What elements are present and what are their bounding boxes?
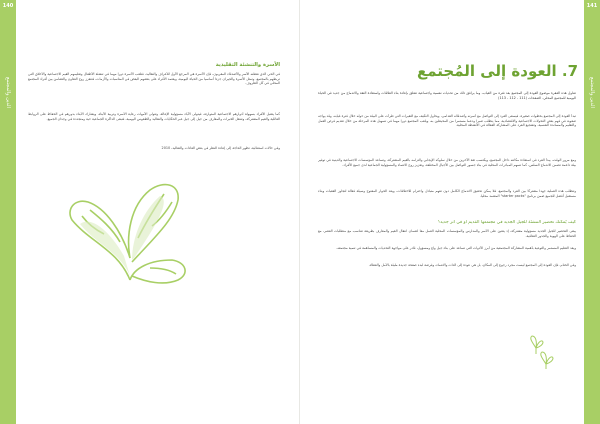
left-page-number: 140 xyxy=(2,3,14,9)
chapter-title: العودة إلى المُجتمع xyxy=(416,62,557,80)
left-side-label: الدين والمجتمع xyxy=(5,76,11,108)
butterfly-illustration-icon xyxy=(60,180,200,290)
question-paragraph-3: وفي الختام، فإن العودة إلى المجتمع ليست مجرد رجوع إلى المكان، بل هي عودة إلى الذات والانتماء، وفرصة لبدء صفحة جديدة مليئة بالأمل والعطاء. xyxy=(368,263,576,267)
right-paragraph-3: وتتطلب هذه العملية جهدا مشتركا بين الفرد والمجتمع، فلا يمكن تحقيق الاندماج الكامل دون تفهم متبادل واحترام للاختلافات، ويعد الحوار المفتوح وسيلة فعالة لتجاوز العقبات وبناء مستقبل أفضل للجميع ضمن برنامج "starter packs" المعتمد محليا. xyxy=(318,189,576,198)
chapter-heading xyxy=(380,62,578,80)
left-paragraph-3: وفي حالات استثنائية، تظهر الحاجة إلى إعادة النظر في بعض العادات والتقاليد، 2010 xyxy=(161,146,280,150)
question-paragraph-1: يبقى التحضير للجيل الجديد مسؤولية مشتركة، إذ يتعين على الأسر والمدارس والمؤسسات المحلية العمل معا لضمان انتقال القيم والمعارف بطريقة تتناسب مع متطلبات العصر، مع الحفاظ على الهوية والجذور الثقافية. xyxy=(318,229,576,238)
right-intro: تتناول هذه الفقرة موضوع العودة إلى المجتمع بعد فترة من الغياب، وما يرافق ذلك من تحديات نفسية واجتماعية تتعلق بإعادة بناء العلاقات واستعادة الثقة والاندماج من جديد في الحياة اليومية للمجتمع المحلي. الصفحات (111 - 112 - 113) xyxy=(318,91,576,100)
question-heading: كيف يُمكنك تحضير التنشئة للجيل الجديد في مجتمعها القديم أو في أثر جديد؟ xyxy=(437,220,576,225)
left-paragraph-2: كما يتقبل الأفراد بسهولة أدوارهم الاجتماعية المتوارثة، فيتولى الآباء مسؤولية الإعالة، وتتولى الأمهات رعاية الأسرة وتربية الأبناء، ويشارك الأبناء بدورهم في الحفاظ على الروابط العائلية والقيم المشتركة، وتنتقل الخبرات والمعارف من جيل إلى جيل عبر الحكايات والتقاليد والطقوس اليومية، فتبقى الذاكرة الجماعية حية ومتجددة في وجدان الجميع. xyxy=(28,112,280,121)
butterfly-pair-icon xyxy=(528,334,558,370)
left-paragraph-1: في الحي الذي نقطنه الأسر والأصدقاء المقربون، فإن الأسرة هي المرجع الأول للأعراف والتقاليد، فتلعب الأسرة دورا مهما في تنشئة الأطفال وتعليمهم القيم الاجتماعية والأخلاق التي تربطهم بالمجتمع، وتمثل الأسرة والجيران جزءا أساسيا من الحياة اليومية، ويعتمد الأفراد على بعضهم البعض في المناسبات والأزمات، فتتعزز روح التعاون والتضامن بين أفراد المجتمع المحلي في كل الظروف. xyxy=(28,72,280,85)
right-side-strip xyxy=(584,0,600,424)
right-page-number: 141 xyxy=(586,3,598,9)
chapter-number: 7. xyxy=(561,62,578,80)
question-paragraph-2: ويعد التعليم المستمر والتوعية بأهمية المشاركة المجتمعية من أبرز الأدوات التي تساعد على بناء جيل واع ومسؤول، قادر على مواجهة التحديات والمساهمة في تنمية مجتمعه. xyxy=(336,246,576,250)
right-paragraph-2: ومع مرور الوقت، يبدأ الفرد في استعادة مكانته داخل المجتمع، ويكتسب ثقة الآخرين من خلال سلوكه الإيجابي والتزامه بالقيم المشتركة، وتساعد المؤسسات الاجتماعية والدينية في توفير بيئة داعمة تضمن الاندماج السلس، كما تسهم المبادرات المحلية في بناء جسور التواصل بين الأجيال المختلفة، وتعزيز روح الانتماء والمسؤولية الجماعية لدى جميع الأفراد. xyxy=(318,158,576,167)
left-section-title: الأسرة والتنشئة التقليدية xyxy=(215,62,280,68)
right-side-label: الدين والمجتمع xyxy=(589,76,595,108)
right-paragraph-1: تبدأ العودة إلى المجتمع بخطوات صغيرة، فيسعى الفرد إلى التواصل مع أسرته وأصدقائه القدامى، ويحاول التكيف مع التغيرات التي طرأت على البيئة من حوله خلال فترة غيابه، وقد يواجه صعوبة في فهم بعض التحولات الاجتماعية والاقتصادية، مما يتطلب صبرا ودعما مستمرا من المحيطين به، ويلعب المجتمع دورا مهما في تسهيل هذه المرحلة من خلال تقديم فرص العمل والتعليم والمساندة النفسية، وتشجيع الفرد على المشاركة الفعالة في الأنشطة المحلية. xyxy=(318,114,576,127)
left-side-strip xyxy=(0,0,16,424)
